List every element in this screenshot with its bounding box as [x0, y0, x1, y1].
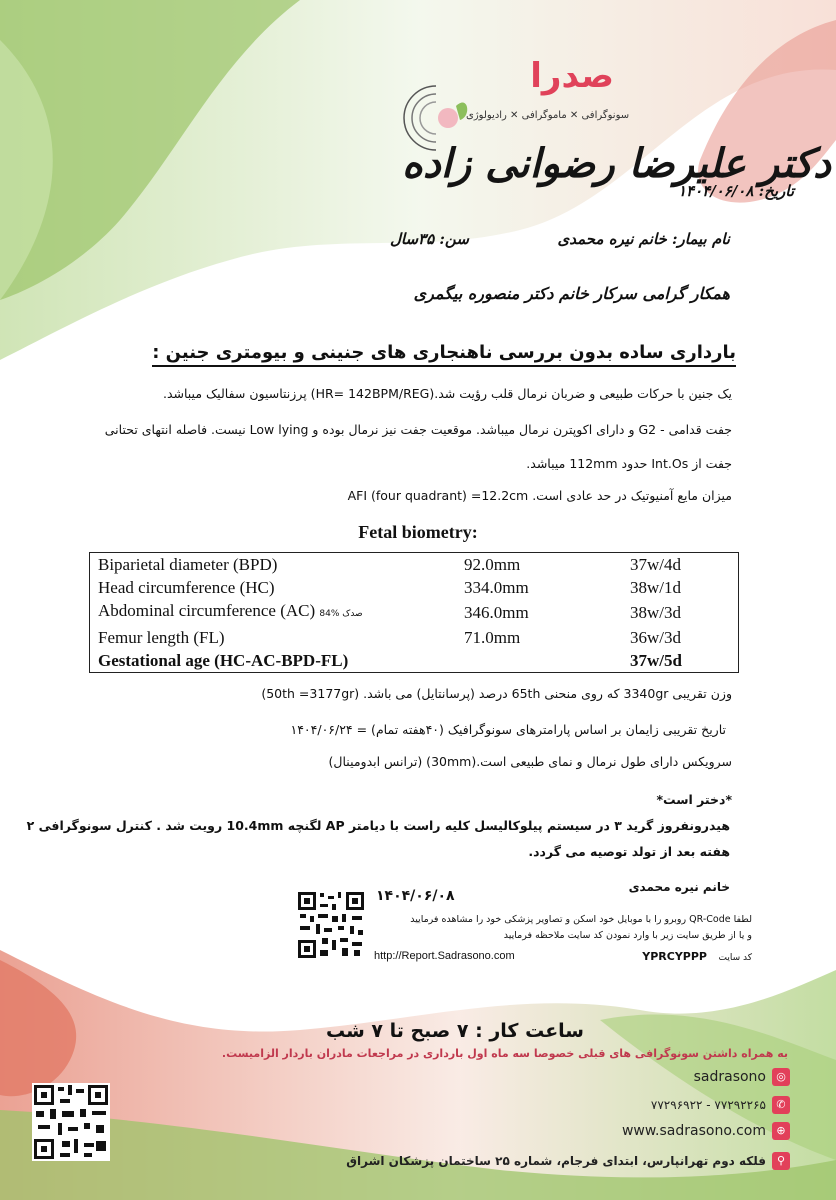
total-value [464, 649, 622, 673]
measure-age: 38w/1d [630, 578, 681, 597]
website-qr-code[interactable] [32, 1083, 110, 1161]
measure-name-cell [90, 599, 465, 626]
report-qr-code[interactable] [296, 890, 366, 960]
measure-name: Abdominal circumference (AC) [98, 601, 316, 620]
total-name: Gestational age (HC-AC-BPD-FL) [98, 651, 349, 670]
finding-heart: یک جنین با حرکات طبیعی و ضربان نرمال قلب رؤیت شد.(HR= 142BPM/REG) پرزنتاسیون سفالیک میباشد. [162, 386, 732, 401]
qr-instruction-1: لطفا QR-Code روبرو را با موبایل خود اسکن و تصاویر پزشکی خود را مشاهده فرمایید [410, 914, 752, 925]
report-title: بارداری ساده بدون بررسی ناهنجاری های جنینی و بیومتری جنین : [152, 342, 736, 367]
total-age: 37w/5d [630, 651, 682, 670]
report-date: تاریخ: ۱۴۰۴/۰۶/۰۸ [677, 182, 794, 200]
fetal-weight: وزن تقریبی 3340gr که روی منحنی 65th درصد (پرسانتایل) می باشد. (50th =3177gr) [261, 686, 732, 701]
patient-name: نام بیمار: خانم نیره محمدی [557, 230, 730, 248]
qr-instruction-2: و یا از طریق سایت زیر با وارد نمودن کد سایت ملاحظه فرمایید [503, 930, 752, 941]
website-row[interactable] [622, 1122, 790, 1140]
referring-colleague: همکار گرامی سرکار خانم دکتر منصوره بیگمری [413, 284, 730, 303]
measure-value: 346.0mm [464, 603, 529, 622]
address-row [346, 1152, 790, 1170]
gestational-age-row [90, 649, 739, 673]
instagram-icon: ◎ [772, 1068, 790, 1086]
percentile-note: 84% صدک [319, 609, 363, 619]
phone-icon: ✆ [772, 1096, 790, 1114]
measure-name: Head circumference (HC) [98, 578, 275, 597]
phone-numbers[interactable]: ۷۷۲۹۶۹۲۲ - ۷۷۲۹۲۲۶۵ [650, 1098, 766, 1112]
brand-subtitle: سونوگرافی ✕ ماموگرافی ✕ رادیولوژی [466, 110, 630, 121]
finding-afi: میزان مایع آمنیوتیک در حد عادی است. AFI (four quadrant) =12.2cm [347, 488, 732, 503]
report-url[interactable]: http://Report.Sadrasono.com [374, 950, 515, 962]
site-code: YPRCYPPP [642, 950, 707, 963]
working-hours: ساعت کار : ۷ صبح تا ۷ شب [325, 1020, 584, 1042]
hydronephrosis-line2: هفته بعد از تولد توصیه می گردد. [528, 844, 730, 859]
table-row [90, 576, 739, 599]
table-row [90, 599, 739, 626]
measure-value: 71.0mm [464, 628, 521, 647]
cervix-finding: سرویکس دارای طول نرمال و نمای طبیعی است.(30mm) (ترانس ابدومینال) [328, 754, 732, 769]
instagram-handle[interactable]: sadrasono [693, 1069, 766, 1085]
table-row [90, 626, 739, 649]
measure-value: 92.0mm [464, 555, 521, 574]
site-code-label: کد سایت [718, 953, 752, 963]
brand-name: صدرا [530, 56, 614, 96]
signature-name: خانم نیره محمدی [628, 880, 730, 894]
hydronephrosis-line1: هیدرونفروز گرید ۳ در سیستم پیلوکالیسل کلیه راست با دیامتر AP لگنچه 10.4mm رویت شد . کنترل سونوگرافی ۲ [26, 818, 730, 833]
measure-name: Femur length (FL) [98, 628, 225, 647]
finding-placenta: جفت قدامی - G2 و دارای اکوپترن نرمال میباشد. موقعیت جفت نیز نرمال بوده و Low lying نیست. فاصله انتهای تحتانی [104, 422, 732, 437]
measure-age: 37w/4d [630, 555, 681, 574]
signature-date: ۱۴۰۴/۰۶/۰۸ [376, 888, 455, 904]
footer-notice: به همراه داشتن سونوگرافی های قبلی خصوصا سه ماه اول بارداری در مراجعات مادران باردار الزامیست. [221, 1047, 788, 1060]
location-pin-icon: ⚲ [772, 1152, 790, 1170]
measure-age: 36w/3d [630, 628, 681, 647]
fetal-sex: *دختر است* [656, 792, 732, 807]
doctor-name: دکتر علیرضا رضوانی زاده [402, 140, 831, 187]
table-row [90, 553, 739, 577]
site-code-row [642, 950, 752, 963]
globe-icon: ⊕ [772, 1122, 790, 1140]
measure-name: Biparietal diameter (BPD) [98, 555, 278, 574]
instagram-row[interactable] [694, 1068, 790, 1086]
biometry-title: Fetal biometry: [358, 522, 478, 542]
patient-age: سن: ۳۵سال [390, 230, 469, 248]
website-link[interactable]: www.sadrasono.com [621, 1123, 766, 1139]
measure-value: 334.0mm [464, 578, 529, 597]
biometry-table [89, 552, 739, 673]
phone-row[interactable] [651, 1096, 790, 1114]
clinic-address: فلکه دوم تهرانپارس، ابتدای فرجام، شماره ۲۵ ساختمان پزشکان اشراق [346, 1154, 766, 1168]
due-date: تاریخ تقریبی زایمان بر اساس پارامترهای سونوگرافیک (۴۰هفته تمام) = ۱۴۰۴/۰۶/۲۴ [290, 722, 726, 737]
measure-age: 38w/3d [630, 603, 681, 622]
finding-placenta-distance: جفت از Int.Os حدود 112mm میباشد. [526, 456, 732, 471]
